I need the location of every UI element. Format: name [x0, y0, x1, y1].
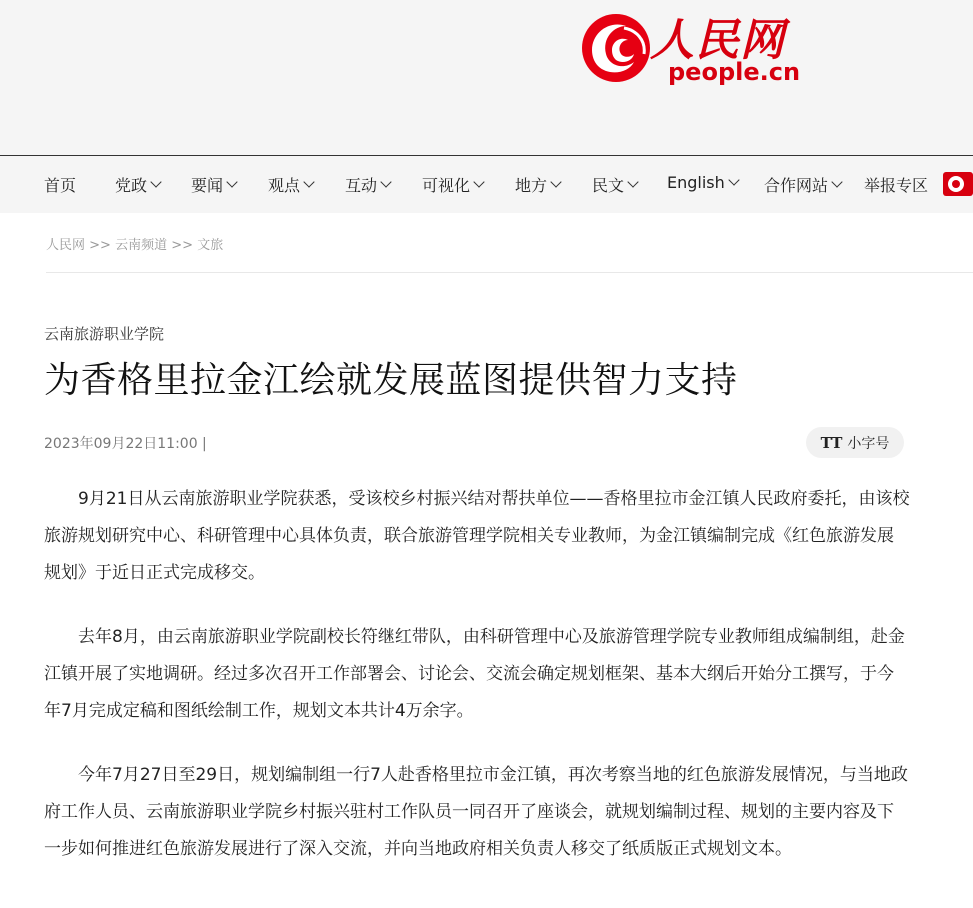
nav-item-report[interactable]: 举报专区	[864, 176, 929, 195]
nav-item-ethnic[interactable]: 民文	[592, 173, 637, 196]
chevron-down-icon	[550, 176, 561, 187]
chevron-down-icon	[831, 176, 842, 187]
chevron-down-icon	[473, 176, 484, 187]
breadcrumb-separator: >>	[89, 238, 111, 253]
nav-item-english[interactable]: English	[667, 173, 738, 192]
nav-item-partners[interactable]: 合作网站	[764, 173, 841, 196]
article-paragraph: 去年8月，由云南旅游职业学院副校长符继红带队，由科研管理中心及旅游管理学院专业教师组成编制组，赴金江镇开展了实地调研。经过多次召开工作部署会、讨论会、交流会确定规划框架、基本大纲后开始分工撰写，于今年7月完成定稿和图纸绘制工作，规划文本共计4万余字。	[44, 627, 905, 721]
article-date: 2023年09月22日11:00 |	[44, 436, 207, 452]
nav-item-news[interactable]: 要闻	[191, 173, 236, 196]
breadcrumb-separator: >>	[171, 238, 194, 253]
logo-text-en: people.cn	[668, 58, 801, 86]
nav-item-visual[interactable]: 可视化	[422, 173, 483, 196]
breadcrumb	[46, 234, 223, 253]
chevron-down-icon	[226, 176, 237, 187]
chevron-down-icon	[627, 176, 638, 187]
logo-text-cn: 人民网	[650, 15, 785, 66]
nav-item-opinion[interactable]: 观点	[268, 173, 313, 196]
chevron-down-icon	[380, 176, 391, 187]
text-size-icon: TT	[820, 433, 843, 452]
divider	[46, 272, 973, 273]
nav-item-interact[interactable]: 互动	[345, 173, 390, 196]
breadcrumb-link-yunnan[interactable]: 云南频道	[115, 238, 168, 253]
main-nav	[0, 155, 973, 213]
article-paragraph: 9月21日从云南旅游职业学院获悉，受该校乡村振兴结对帮扶单位——香格里拉市金江镇人民政府委托，由该校旅游规划研究中心、科研管理中心具体负责，联合旅游管理学院相关专业教师，为金江镇编制完成《红色旅游发展规划》于近日正式完成移交。	[44, 489, 910, 583]
page-title: 为香格里拉金江绘就发展蓝图提供智力支持	[44, 360, 738, 401]
font-size-label: 小字号	[847, 435, 890, 452]
chevron-down-icon	[303, 176, 314, 187]
font-size-toggle-button[interactable]	[806, 427, 904, 458]
nav-item-local[interactable]: 地方	[515, 173, 560, 196]
article-source: 云南旅游职业学院	[44, 325, 165, 343]
breadcrumb-link-people[interactable]: 人民网	[46, 238, 86, 253]
article-paragraph: 今年7月27日至29日，规划编制组一行7人赴香格里拉市金江镇，再次考察当地的红色旅游发展情况，与当地政府工作人员、云南旅游职业学院乡村振兴驻村工作队员一同召开了座谈会，就规划编制过程、规划的主要内容及下一步如何推进红色旅游发展进行了深入交流，并向当地政府相关负责人移交了纸质版正式规划文本。	[44, 765, 908, 859]
nav-item-party[interactable]: 党政	[115, 173, 160, 196]
chevron-down-icon	[728, 174, 739, 185]
report-logo-icon[interactable]	[943, 172, 973, 196]
chevron-down-icon	[150, 176, 161, 187]
nav-item-home[interactable]: 首页	[44, 176, 77, 195]
site-header	[0, 0, 973, 155]
breadcrumb-link-culture[interactable]: 文旅	[197, 238, 224, 253]
